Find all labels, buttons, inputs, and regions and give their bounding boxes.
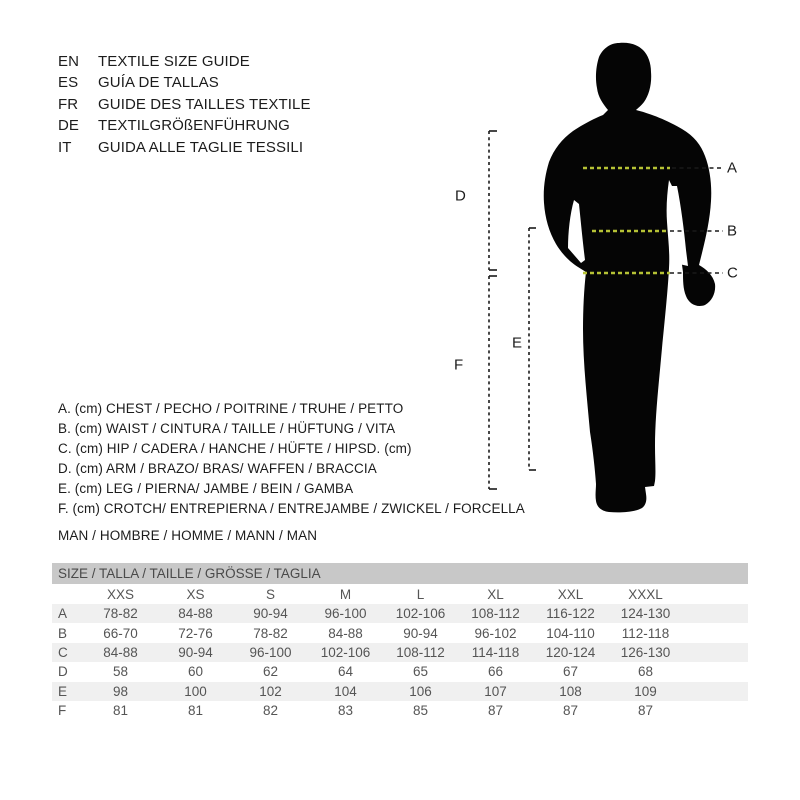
cell-a-xl: 108-112: [471, 606, 520, 622]
cell-e-xxxl: 109: [634, 683, 657, 699]
cell-a-xs: 84-88: [178, 606, 213, 622]
title-it: GUIDA ALLE TAGLIE TESSILI: [98, 138, 304, 156]
cell-e-xl: 107: [484, 683, 507, 699]
cell-c-xxl: 120-124: [545, 644, 596, 660]
measurement-legend: [58, 399, 525, 519]
cell-d-xl: 66: [487, 664, 504, 680]
cell-f-s: 82: [262, 703, 279, 719]
cell-e-l: 106: [409, 683, 432, 699]
cell-b-xxl: 104-110: [546, 625, 595, 641]
cell-c-xxxl: 126-130: [620, 644, 671, 660]
col-xxs: XXS: [106, 586, 134, 602]
cell-b-xxs: 66-70: [103, 625, 138, 641]
cell-b-s: 78-82: [253, 625, 288, 641]
man-body-shape: [544, 43, 715, 513]
lang-row-fr: [58, 94, 311, 115]
row-label: E: [58, 683, 68, 699]
legend-leg: E. (cm) LEG / PIERNA/ JAMBE / BEIN / GAMBA: [58, 481, 354, 496]
cell-c-m: 102-106: [320, 644, 371, 660]
lang-row-it: [58, 137, 311, 158]
row-label: C: [58, 644, 68, 660]
cell-f-l: 85: [412, 703, 429, 719]
table-row-crotch: [52, 701, 748, 720]
cell-e-xs: 100: [184, 683, 207, 699]
cell-a-m: 96-100: [324, 606, 367, 622]
lang-code-en: EN: [58, 53, 80, 70]
cell-c-s: 96-100: [249, 644, 292, 660]
cell-c-xs: 90-94: [178, 644, 213, 660]
title-en: TEXTILE SIZE GUIDE: [98, 53, 250, 70]
right-arm-gap: [672, 186, 688, 266]
cell-b-m: 84-88: [328, 625, 363, 641]
legend-crotch: F. (cm) CROTCH/ ENTREPIERNA / ENTREJAMBE / ZWICKEL / FORCELLA: [58, 501, 525, 516]
cell-e-xxl: 108: [559, 683, 582, 699]
cell-d-xxxl: 68: [637, 664, 654, 680]
cell-a-s: 90-94: [253, 606, 288, 622]
cell-b-l: 90-94: [403, 625, 438, 641]
cell-d-l: 65: [412, 664, 429, 680]
title-de: TEXTILGRÖßENFÜHRUNG: [98, 117, 290, 135]
col-xl: XL: [487, 586, 504, 602]
col-m: M: [339, 586, 352, 602]
cell-f-xxs: 81: [112, 703, 129, 719]
cell-f-xs: 81: [187, 703, 204, 719]
figure-label-leg: E: [512, 334, 523, 352]
lang-row-en: [58, 51, 311, 72]
cell-b-xxxl: 112-118: [621, 625, 670, 641]
figure-label-hip: C: [727, 264, 738, 282]
lang-code-fr: FR: [58, 95, 79, 113]
title-es: GUÍA DE TALLAS: [98, 74, 219, 92]
col-xxl: XXL: [557, 586, 584, 602]
size-table-header-bar: SIZE / TALLA / TAILLE / GRÖSSE / TAGLIA: [52, 563, 748, 584]
lang-row-de: [58, 115, 311, 136]
table-row-hip: [52, 643, 748, 662]
row-label: B: [58, 625, 68, 641]
cell-a-xxxl: 124-130: [620, 606, 671, 622]
cell-a-l: 102-106: [395, 606, 446, 622]
size-table: [52, 563, 748, 720]
legend-arm: D. (cm) ARM / BRAZO/ BRAS/ WAFFEN / BRACCIA: [58, 461, 377, 476]
legend-hip: C. (cm) HIP / CADERA / HANCHE / HÜFTE / HIPSD. (cm): [58, 441, 412, 456]
col-xs: XS: [186, 586, 205, 602]
col-s: S: [265, 586, 275, 602]
size-column-header-row: [52, 584, 748, 604]
cell-d-s: 62: [262, 664, 279, 680]
cell-c-l: 108-112: [396, 644, 445, 660]
table-row-waist: [52, 623, 748, 642]
cell-f-xxl: 87: [562, 703, 579, 719]
lang-code-es: ES: [58, 74, 79, 92]
row-label: A: [58, 606, 68, 622]
cell-b-xs: 72-76: [178, 625, 213, 641]
title-fr: GUIDE DES TAILLES TEXTILE: [98, 95, 311, 113]
cell-f-m: 83: [337, 703, 354, 719]
cell-d-xxs: 58: [112, 664, 129, 680]
cell-a-xxl: 116-122: [546, 606, 595, 622]
table-row-leg: [52, 682, 748, 701]
figure-label-arm: D: [455, 187, 466, 205]
figure-label-chest: A: [727, 159, 738, 177]
language-title-block: [58, 51, 311, 158]
cell-d-m: 64: [337, 664, 354, 680]
cell-f-xxxl: 87: [637, 703, 654, 719]
figure-label-crotch: F: [454, 356, 464, 374]
legend-chest: A. (cm) CHEST / PECHO / POITRINE / TRUHE / PETTO: [58, 401, 404, 416]
col-xxxl: XXXL: [628, 586, 663, 602]
lang-code-de: DE: [58, 117, 80, 135]
cell-c-xl: 114-118: [471, 644, 520, 660]
cell-b-xl: 96-102: [474, 625, 517, 641]
lang-code-it: IT: [58, 138, 72, 156]
table-row-arm: [52, 662, 748, 681]
table-row-chest: [52, 604, 748, 623]
cell-e-m: 104: [334, 683, 357, 699]
cell-a-xxs: 78-82: [103, 606, 138, 622]
left-arm-gap: [568, 200, 585, 263]
figure-label-waist: B: [727, 222, 738, 240]
cell-c-xxs: 84-88: [103, 644, 138, 660]
col-l: L: [416, 586, 425, 602]
lang-row-es: [58, 72, 311, 93]
row-label: F: [58, 703, 67, 719]
cell-d-xs: 60: [187, 664, 204, 680]
cell-e-xxs: 98: [112, 683, 129, 699]
gender-heading: MAN / HOMBRE / HOMME / MANN / MAN: [58, 528, 318, 543]
row-label: D: [58, 664, 68, 680]
legend-waist: B. (cm) WAIST / CINTURA / TAILLE / HÜFTUNG / VITA: [58, 421, 396, 436]
cell-e-s: 102: [259, 683, 282, 699]
cell-d-xxl: 67: [562, 664, 579, 680]
cell-f-xl: 87: [487, 703, 504, 719]
